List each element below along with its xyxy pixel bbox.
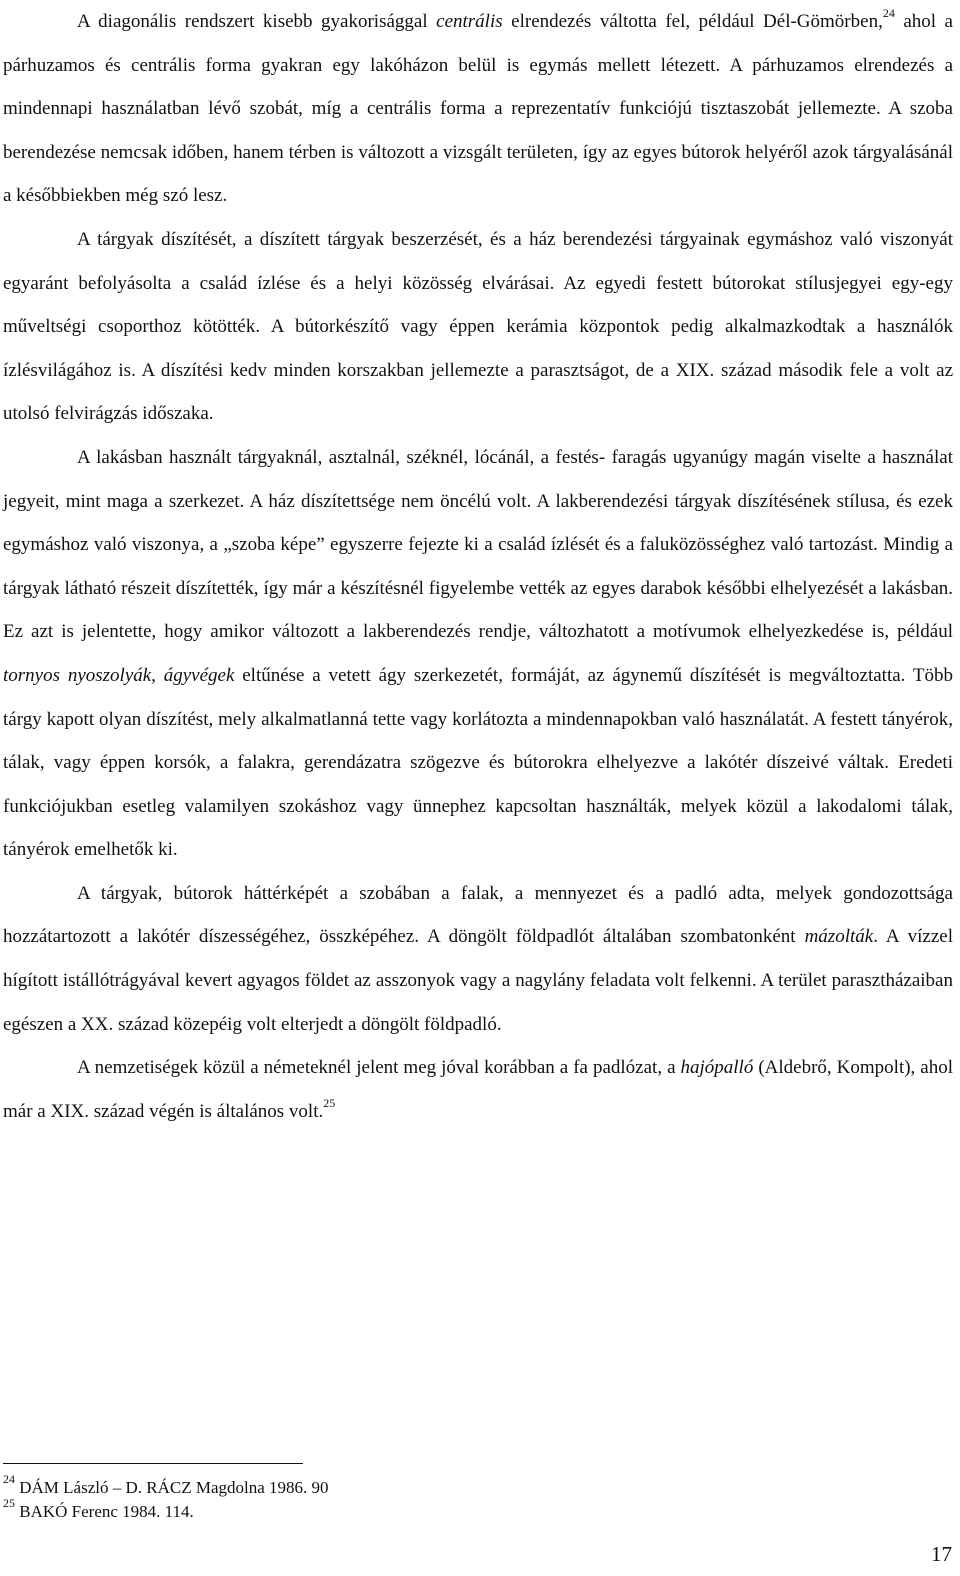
footnote-number: 24: [3, 1472, 15, 1487]
footnote-ref: 25: [323, 1095, 336, 1110]
italic-term: hajópalló: [680, 1057, 754, 1079]
text-run: A diagonális rendszert kisebb gyakorisággal: [77, 11, 437, 32]
italic-term: centrális: [436, 11, 503, 32]
text-run: A lakásban használt tárgyaknál, asztalnál, széknél, lócánál, a festés- faragás ugyanúgy magán viselte a használat jegyeit, mint maga a szerkezet. A ház díszítettsége nem öncélú volt. A lakberendezési tárgyak díszítésének stílusa, és ezek egymáshoz való viszonya, a „szoba képe” egyszerre fejezte ki a család ízlését és a faluközösséghez való tartozást. Mindig a tárgyak látható részeit díszítették, így már a készítésnél figyelembe vették az egyes darabok későbbi elhelyezését a lakásban. Ez azt is jelentette, hogy amikor változott a lakberendezés rendje, változhatott a motívumok elhelyezkedése is, például: [3, 446, 953, 643]
footnote-ref: 24: [882, 5, 895, 20]
footnote-text: DÁM László – D. RÁCZ Magdolna 1986. 90: [15, 1478, 329, 1497]
paragraph: [3, 0, 953, 218]
text-run: eltűnése a vetett ágy szerkezetét, formáját, az ágynemű díszítését is megváltoztatta. Több tárgy kapott olyan díszítést, mely alkalmatlanná tette vagy korlátozta a mindennapokban való használatát. A festett tányérok, tálak, vagy éppen korsók, a falakra, gerendázatra szögezve és bútorokra elhelyezve a lakótér díszeivé váltak. Eredeti funkciójukban esetleg valamilyen szokáshoz vagy ünnephez kapcsoltan használták, melyek közül a lakodalomi tálak, tányérok emelhetők ki.: [3, 664, 953, 861]
italic-term: tornyos nyoszolyák, ágyvégek: [3, 664, 235, 686]
footnote-number: 25: [3, 1496, 15, 1511]
text-run: ahol a párhuzamos és centrális forma gyakran egy lakóházon belül is egymás mellett létezett. A párhuzamos elrendezés a mindennapi használatban lévő szobát, míg a centrális forma a reprezentatív funkciójú tisztaszobát jellemezte. A szoba berendezése nemcsak időben, hanem térben is változott a vizsgált területen, így az egyes bútorok helyéről azok tárgyalásánál a későbbiekben még szó lesz.: [3, 11, 953, 207]
italic-term: mázolták: [804, 926, 874, 948]
paragraph: [3, 436, 953, 872]
footnote-separator: [3, 1463, 303, 1464]
footnote-text: BAKÓ Ferenc 1984. 114.: [15, 1502, 194, 1521]
text-run: (Aldebrő, Kompolt), ahol már a XIX. század végén is általános volt.: [3, 1057, 953, 1122]
footnotes: [3, 1472, 703, 1524]
paragraph: [3, 872, 953, 1046]
text-run: A nemzetiségek közül a németeknél jelent meg jóval korábban a fa padlózat, a: [77, 1057, 681, 1079]
text-run: A tárgyak díszítését, a díszített tárgyak beszerzését, és a ház berendezési tárgyainak egymáshoz való viszonyát egyaránt befolyásolta a család ízlése és a helyi közösség elvárásai. Az egyedi festett bútorokat stílusjegyei egy-egy műveltségi csoporthoz kötötték. A bútorkészítő vagy éppen kerámia központok pedig alkalmazkodtak a használók ízlésvilágához is. A díszítési kedv minden korszakban jellemezte a parasztságot, de a XIX. század második fele a volt az utolsó felvirágzás időszaka.: [3, 228, 953, 425]
page-number: 17: [931, 1542, 952, 1566]
text-run: elrendezés váltotta fel, például Dél-Gömörben,: [502, 11, 883, 32]
footnote-item: [3, 1496, 703, 1524]
body-text: [3, 0, 953, 1133]
text-run: A tárgyak, bútorok háttérképét a szobában a falak, a mennyezet és a padló adta, melyek gondozottsága hozzátartozott a lakótér díszességéhez, összképéhez. A döngölt földpadlót általában szombatonként: [3, 882, 953, 948]
paragraph: [3, 1046, 953, 1133]
footnote-item: [3, 1472, 703, 1500]
text-run: . A vízzel hígított istállótrágyával kevert agyagos földet az asszonyok vagy a nagylány feladata volt felkenni. A terület parasztházaiban egészen a XX. század közepéig volt elterjedt a döngölt földpadló.: [3, 926, 953, 1035]
paragraph: [3, 218, 953, 436]
